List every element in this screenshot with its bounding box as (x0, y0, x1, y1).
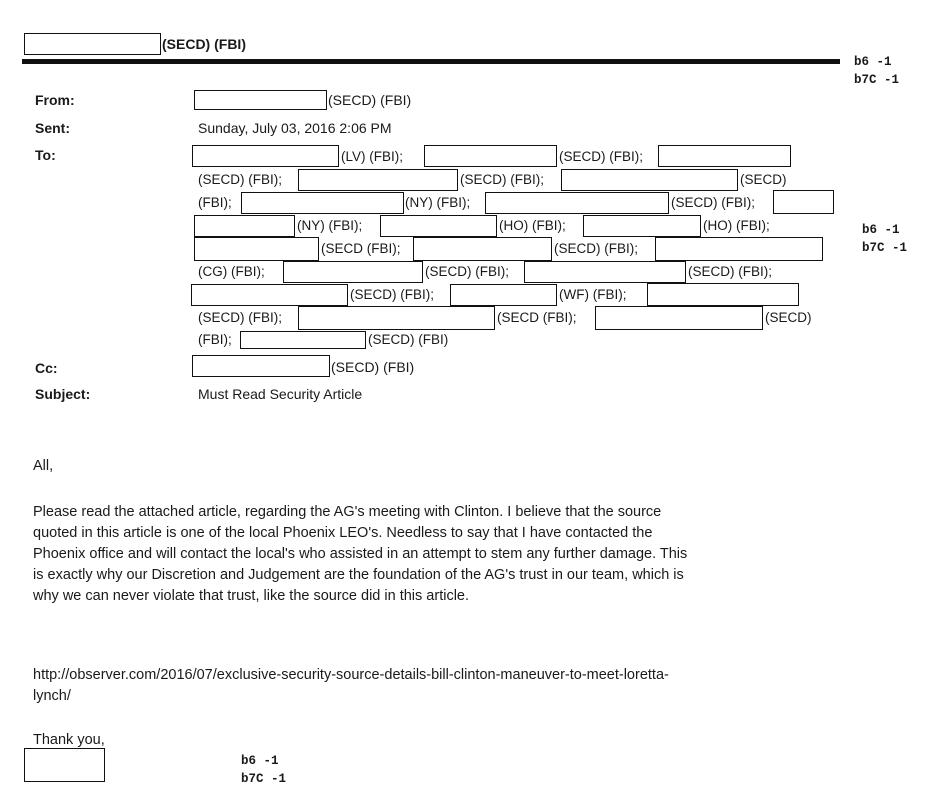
subject-label: Subject: (35, 386, 91, 402)
to-recipient-agency: (SECD) (FBI) (368, 332, 449, 347)
redacted-recipient (658, 145, 791, 167)
header-divider (22, 59, 840, 64)
exemption-b6-top: b6 -1 (854, 55, 892, 69)
to-recipient-agency: (SECD) (FBI); (198, 310, 282, 325)
redacted-recipient (485, 192, 669, 214)
exemption-b7c-middle: b7C -1 (862, 241, 908, 255)
redacted-recipient (524, 261, 686, 283)
to-recipient-agency: (SECD) (FBI); (198, 172, 282, 187)
to-recipient-agency: (SECD) (FBI); (559, 149, 643, 164)
to-recipient-agency: (SECD) (740, 172, 787, 187)
redacted-recipient (240, 331, 366, 349)
body-line: Phoenix office and will contact the local's who assisted in an attempt to stem any further damage. This (33, 546, 688, 562)
body-paragraph (33, 502, 687, 607)
redacted-recipient (647, 283, 799, 306)
subject-value: Must Read Security Article (198, 386, 363, 402)
redacted-recipient (241, 192, 404, 214)
from-value: (SECD) (FBI) (328, 92, 412, 108)
to-recipient-agency: (SECD (FBI); (321, 241, 401, 256)
redacted-signature (24, 748, 105, 782)
from-label: From: (35, 92, 75, 108)
exemption-code-middle (862, 221, 907, 257)
redacted-recipient (192, 145, 339, 167)
closing: Thank you, (33, 732, 105, 748)
redacted-recipient (583, 215, 701, 237)
redacted-recipient (424, 145, 557, 167)
redacted-recipient (191, 284, 348, 306)
to-recipient-agency: (HO) (FBI); (703, 218, 770, 233)
redacted-recipient (450, 284, 557, 306)
to-recipient-agency: (CG) (FBI); (198, 264, 265, 279)
article-link (33, 665, 669, 707)
redacted-recipient (655, 237, 823, 261)
email-header-title: (SECD) (FBI) (162, 36, 246, 52)
exemption-b7c-top: b7C -1 (854, 73, 900, 87)
to-recipient-agency: (FBI); (198, 332, 232, 347)
to-recipient-agency: (SECD) (FBI); (425, 264, 509, 279)
redacted-from-name (194, 90, 327, 110)
redacted-sender-name-header (24, 33, 161, 55)
cc-value: (SECD) (FBI) (331, 359, 415, 375)
exemption-code-bottom (241, 752, 286, 788)
greeting: All, (33, 458, 54, 474)
redacted-cc-name (192, 355, 330, 377)
redacted-recipient (298, 169, 458, 191)
to-recipient-agency: (SECD) (FBI); (460, 172, 544, 187)
article-link-line: lynch/ (33, 688, 71, 704)
to-recipient-agency: (FBI); (198, 195, 232, 210)
to-recipient-agency: (WF) (FBI); (559, 287, 627, 302)
to-recipient-agency: (SECD) (FBI); (688, 264, 772, 279)
to-recipient-agency: (NY) (FBI); (297, 218, 363, 233)
redacted-recipient (298, 306, 495, 330)
to-recipient-agency: (HO) (FBI); (499, 218, 566, 233)
body-line: Please read the attached article, regarding the AG's meeting with Clinton. I believe that the source (33, 504, 662, 520)
to-recipient-agency: (SECD (FBI); (497, 310, 577, 325)
exemption-b7c-bottom: b7C -1 (241, 772, 287, 786)
to-recipient-agency: (SECD) (FBI); (350, 287, 434, 302)
to-recipient-agency: (NY) (FBI); (405, 195, 471, 210)
sent-label: Sent: (35, 120, 70, 136)
to-recipient-agency: (SECD) (FBI); (671, 195, 755, 210)
exemption-code-top (854, 53, 899, 89)
redacted-recipient (773, 190, 834, 214)
to-recipient-agency: (SECD) (765, 310, 812, 325)
redacted-recipient (194, 237, 319, 261)
body-line: why we can never violate that trust, like the source did in this article. (33, 588, 470, 604)
redacted-recipient (595, 306, 763, 330)
redacted-recipient (561, 169, 738, 191)
sent-value: Sunday, July 03, 2016 2:06 PM (198, 120, 392, 136)
exemption-b6-bottom: b6 -1 (241, 754, 279, 768)
redacted-recipient (413, 237, 552, 261)
cc-label: Cc: (35, 360, 58, 376)
redacted-recipient (194, 215, 295, 237)
exemption-b6-middle: b6 -1 (862, 223, 900, 237)
to-label: To: (35, 147, 56, 163)
to-recipient-agency: (LV) (FBI); (341, 149, 403, 164)
article-link-line: http://observer.com/2016/07/exclusive-security-source-details-bill-clinton-maneuver-to-meet-loretta- (33, 667, 669, 683)
body-line: is exactly why our Discretion and Judgement are the foundation of the AG's trust in our team, which is (33, 567, 684, 583)
redacted-recipient (283, 261, 423, 283)
body-line: quoted in this article is one of the local Phoenix LEO's. Needless to say that I have contacted the (33, 525, 653, 541)
redacted-recipient (380, 215, 497, 237)
to-recipient-agency: (SECD) (FBI); (554, 241, 638, 256)
